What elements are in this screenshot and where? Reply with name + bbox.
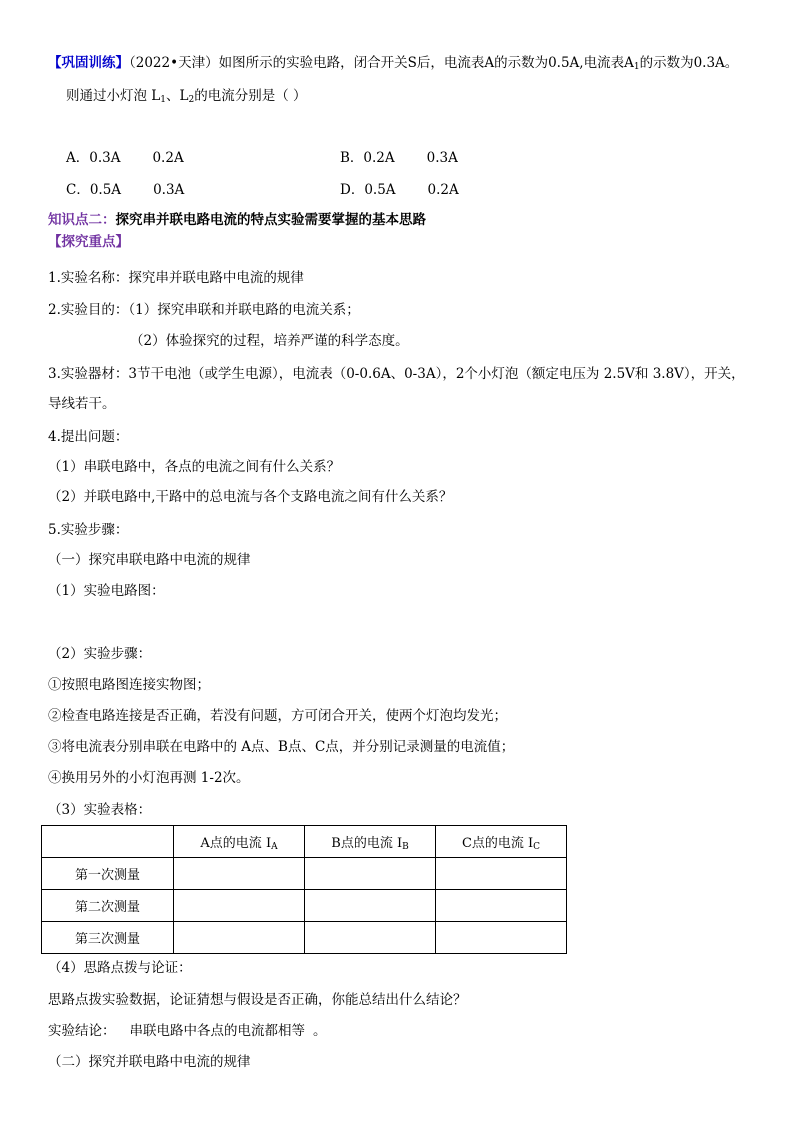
table-cell xyxy=(436,858,567,890)
question-source: （2022•天津） xyxy=(129,55,219,71)
circuit-diagram-label: （1）实验电路图： xyxy=(48,583,165,599)
table-label: （3）实验表格： xyxy=(48,802,152,818)
option-d: D．0.5A 0.2A xyxy=(340,182,459,198)
row-label: 第三次测量 xyxy=(42,922,174,954)
step-2: ②检查电路连接是否正确，若没有问题，方可闭合开关，使两个灯泡均发光； xyxy=(48,708,507,724)
training-tag: 【巩固训练】 xyxy=(48,55,129,71)
focus-tag: 【探究重点】 xyxy=(48,234,129,250)
step-1: ①按照电路图连接实物图； xyxy=(48,677,210,693)
line-equipment-2: 导线若干。 xyxy=(48,396,116,412)
table-cell xyxy=(305,858,436,890)
table-cell xyxy=(305,890,436,922)
table-row xyxy=(42,858,567,890)
conclusion-answer: 串联电路中各点的电流都相等 xyxy=(129,1023,305,1039)
table-corner-cell xyxy=(42,826,174,858)
header-current-b: B点的电流 $I_B$ xyxy=(305,826,436,858)
option-a: A．0.3A 0.2A xyxy=(66,150,184,166)
table-row xyxy=(42,890,567,922)
argument-label: （4）思路点拨与论证： xyxy=(48,960,192,976)
table-cell xyxy=(174,890,305,922)
option-c: C．0.5A 0.3A xyxy=(66,182,185,198)
line-experiment-name: 1.实验名称：探究串并联电路中电流的规律 xyxy=(48,270,304,286)
row-label: 第二次测量 xyxy=(42,890,174,922)
header-current-a: A点的电流 $I_A$ xyxy=(174,826,305,858)
table-cell xyxy=(305,922,436,954)
option-b: B．0.2A 0.3A xyxy=(340,150,458,166)
hint-text: 思路点拨实验数据，论证猜想与假设是否正确，你能总结出什么结论？ xyxy=(48,992,467,1008)
experiment-table xyxy=(41,825,567,954)
table-cell xyxy=(436,922,567,954)
table-row xyxy=(42,922,567,954)
row-label: 第一次测量 xyxy=(42,858,174,890)
steps-label: （2）实验步骤： xyxy=(48,646,152,662)
line-experiment-goal: 2.实验目的：（1）探究串联和并联电路的电流关系； xyxy=(48,302,360,318)
header-current-c: C点的电流 $I_C$ xyxy=(436,826,567,858)
question-1: （1）串联电路中，各点的电流之间有什么关系？ xyxy=(48,459,341,475)
knowledge-point-heading: 知识点二：探究串并联电路电流的特点实验需要掌握的基本思路 xyxy=(48,212,426,228)
table-header-row xyxy=(42,826,567,858)
section-parallel: （二）探究并联电路中电流的规律 xyxy=(48,1054,251,1070)
line-experiment-goal-2: （2）体验探究的过程，培养严谨的科学态度。 xyxy=(130,333,409,349)
line-ask-questions: 4.提出问题： xyxy=(48,429,129,445)
step-4: ④换用另外的小灯泡再测 1-2次。 xyxy=(48,770,250,786)
table-cell xyxy=(174,922,305,954)
table-cell xyxy=(436,890,567,922)
table-cell xyxy=(174,858,305,890)
question-stem-line-2: 则通过小灯泡 $L_1$、$L_2$的电流分别是（ ） xyxy=(66,88,307,105)
step-3: ③将电流表分别串联在电路中的 A点、B点、C点，并分别记录测量的电流值； xyxy=(48,739,515,755)
line-steps: 5.实验步骤： xyxy=(48,522,129,538)
conclusion-line: 实验结论： 串联电路中各点的电流都相等 。 xyxy=(48,1023,327,1039)
question-stem-line-1: 【巩固训练】（2022•天津）如图所示的实验电路，闭合开关S后，电流表A的示数为0.5A,电流表$A_1$的示数为0.3A。 xyxy=(48,55,739,72)
section-series: （一）探究串联电路中电流的规律 xyxy=(48,552,251,568)
line-equipment: 3.实验器材：3节干电池（或学生电源），电流表（0-0.6A、0-3A），2个小灯泡（额定电压为 2.5V和 3.8V），开关， xyxy=(48,366,745,382)
question-2: （2）并联电路中,干路中的总电流与各个支路电流之间有什么关系？ xyxy=(48,489,453,505)
